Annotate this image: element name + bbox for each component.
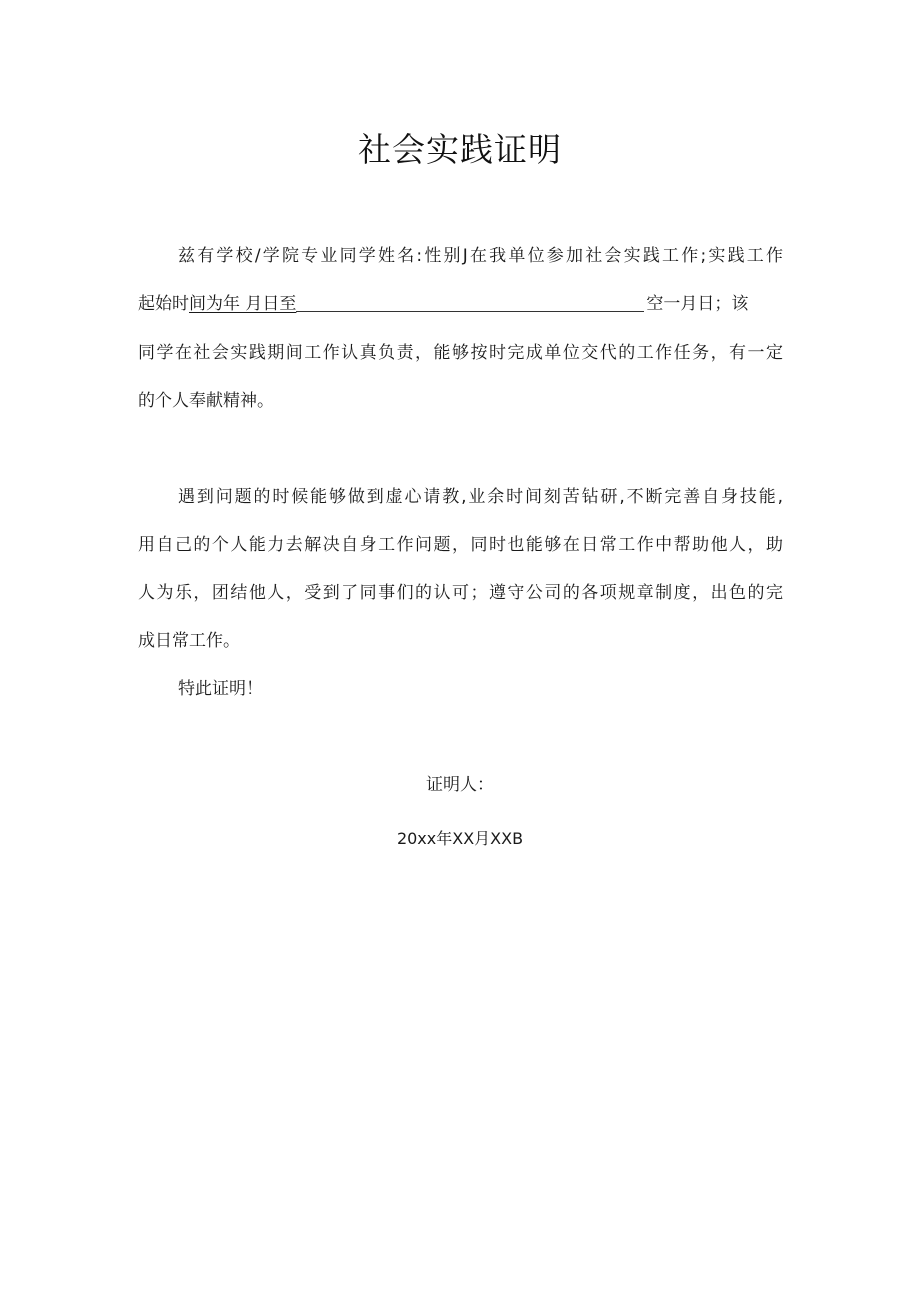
paragraph2-line2: 用自己的个人能力去解决自身工作问题，同时也能够在日常工作中帮助他人，助 bbox=[138, 535, 783, 555]
document-title: 社会实践证明 bbox=[358, 130, 562, 169]
paragraph1-line2 bbox=[138, 292, 783, 316]
document-date: 20xx年XX月XXB bbox=[396, 829, 524, 848]
date-blank-line bbox=[296, 293, 644, 312]
paragraph2-line4: 成日常工作。 bbox=[138, 631, 240, 651]
paragraph1-line2-underlined: 间为年 月日至 bbox=[189, 294, 297, 314]
paragraph2-line3: 人为乐，团结他人，受到了同事们的认可；遵守公司的各项规章制度，出色的完 bbox=[138, 583, 783, 603]
paragraph2-line1: 遇到问题的时候能够做到虚心请教,业余时间刻苦钻研,不断完善自身技能, bbox=[178, 487, 783, 507]
signer-label: 证明人： bbox=[426, 775, 494, 795]
paragraph1-line1: 兹有学校/学院专业同学姓名:性别J在我单位参加社会实践工作;实践工作 bbox=[178, 246, 783, 266]
paragraph1-line4: 的个人奉献精神。 bbox=[138, 391, 274, 411]
paragraph1-line2-prefix: 起始时 bbox=[138, 294, 189, 314]
paragraph1-line3: 同学在社会实践期间工作认真负责，能够按时完成单位交代的工作任务，有一定 bbox=[138, 343, 783, 363]
paragraph1-line2-suffix: 空一月日；该 bbox=[646, 294, 749, 314]
closing-statement: 特此证明！ bbox=[178, 679, 263, 699]
